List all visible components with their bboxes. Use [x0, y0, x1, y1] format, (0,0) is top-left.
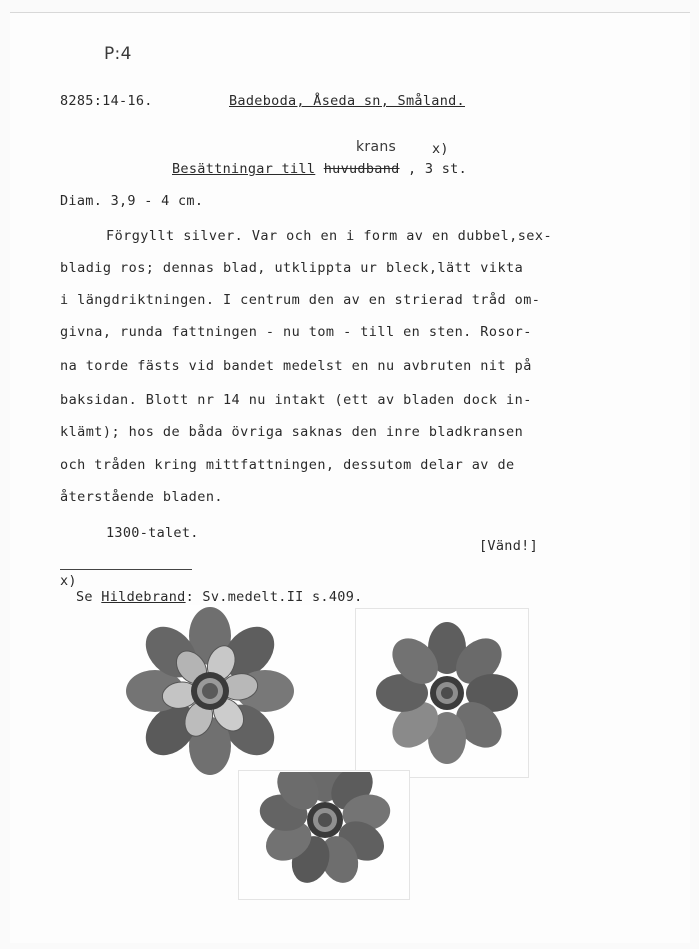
description-line-9: återstående bladen.	[60, 489, 223, 505]
title-footnote-marker: x)	[432, 141, 449, 157]
turn-note: [Vänd!]	[479, 538, 538, 554]
footnote-reference: : Sv.medelt.II s.409.	[185, 589, 363, 605]
diameter: Diam. 3,9 - 4 cm.	[60, 193, 204, 209]
title-struck-word: huvudband	[323, 161, 400, 177]
footnote-prefix: Se	[76, 589, 93, 605]
footnote-author: Hildebrand	[101, 589, 186, 605]
title-handwritten-insert: krans	[356, 139, 397, 155]
description-line-6: baksidan. Blott nr 14 nu intakt (ett av bladen dock in-	[60, 392, 532, 408]
footnote-line	[76, 589, 363, 605]
footnote-rule	[60, 569, 192, 570]
description-line-4: givna, runda fattningen - nu tom - till en sten. Rosor-	[60, 324, 532, 340]
description-line-1: Förgyllt silver. Var och en i form av en dubbel,sex-	[106, 228, 553, 244]
description-line-7: klämt); hos de båda övriga saknas den inre bladkransen	[60, 424, 524, 440]
handwritten-id: P:4	[104, 44, 132, 64]
catalog-number: 8285:14-16.	[60, 93, 153, 109]
period: 1300-talet.	[106, 525, 199, 541]
find-location: Badeboda, Åseda sn, Småland.	[229, 93, 465, 109]
title-suffix: , 3 st.	[408, 161, 468, 177]
description-line-5: na torde fästs vid bandet medelst en nu avbruten nit på	[60, 358, 532, 374]
rosette-photo-15	[372, 618, 522, 768]
rosette-photo-14	[125, 606, 295, 776]
description-line-3: i längdriktningen. I centrum den av en strierad tråd om-	[60, 292, 541, 308]
title-prefix: Besättningar till	[172, 161, 316, 177]
rosette-photo-16	[250, 772, 400, 892]
footnote-marker: x)	[60, 573, 77, 589]
description-line-2: bladig ros; dennas blad, utklippta ur bleck,lätt vikta	[60, 260, 524, 276]
title-line	[172, 161, 467, 177]
description-line-8: och tråden kring mittfattningen, dessutom delar av de	[60, 457, 515, 473]
